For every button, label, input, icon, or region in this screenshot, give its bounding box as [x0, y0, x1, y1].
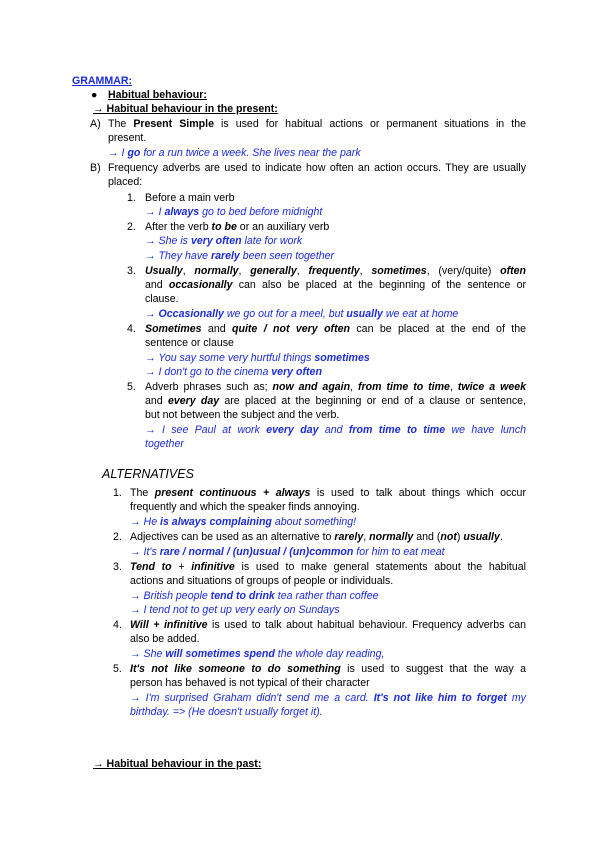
b-item-1-example: → I always go to bed before midnight — [145, 206, 323, 218]
alt-item-2-example: → It's rare / normal / (un)usual / (un)common for him to eat meat — [130, 546, 445, 558]
b-item-1-text: Before a main verb — [145, 192, 235, 204]
alt-item-4-example: → She will sometimes spend the whole day reading, — [130, 648, 385, 660]
alternatives-heading: ALTERNATIVES — [102, 467, 194, 481]
alt-item-1-number: 1. — [113, 487, 122, 499]
b-item-2-example-2: → They have rarely been seen together — [145, 250, 335, 262]
alt-item-5-example-2: birthday. => (He doesn't usually forget it). — [130, 706, 323, 718]
section-a-example: → I go for a run twice a week. She lives near the park — [108, 147, 361, 159]
section-b-line2: placed: — [108, 176, 143, 188]
b-item-2-text: After the verb to be or an auxiliary verb — [145, 221, 330, 233]
b-item-3-number: 3. — [127, 265, 136, 277]
alt-item-4-line2: also be added. — [130, 633, 200, 645]
past-heading: → Habitual behaviour in the past: — [93, 758, 262, 770]
alt-item-3-line1: Tend to + infinitive is used to make general statements about the habitual — [130, 561, 527, 573]
b-item-1-number: 1. — [127, 192, 136, 204]
b-item-3-line1: Usually, normally, generally, frequently, sometimes, (very/quite) often — [145, 265, 527, 277]
habitual-bullet — [91, 88, 97, 102]
section-a-line2: present. — [108, 132, 147, 144]
present-heading: → Habitual behaviour in the present: — [93, 103, 278, 115]
alt-item-5-line1: It's not like someone to do something is used to suggest that the way a — [130, 663, 526, 675]
b-item-5-line1: Adverb phrases such as; now and again, from time to time, twice a week — [145, 381, 527, 393]
b-item-4-line2: sentence or clause — [145, 337, 234, 349]
section-a-marker: A) — [90, 118, 101, 130]
b-item-5-number: 5. — [127, 381, 136, 393]
alt-item-1-example: → He is always complaining about something! — [130, 516, 357, 528]
b-item-4-example-1: → You say some very hurtful things sometimes — [145, 352, 370, 364]
b-item-4-example-2: → I don't go to the cinema very often — [145, 366, 322, 378]
section-a-line1: The Present Simple is used for habitual actions or permanent situations in the — [108, 118, 526, 130]
alt-item-4-number: 4. — [113, 619, 122, 631]
alt-item-3-number: 3. — [113, 561, 122, 573]
alt-item-5-line2: person has behaved is not typical of their character — [130, 677, 370, 689]
alt-item-2-line1: Adjectives can be used as an alternative to rarely, normally and (not) usually. — [130, 531, 503, 543]
alt-item-5-example-1: → I'm surprised Graham didn't send me a card. It's not like him to forget my — [130, 692, 526, 704]
b-item-5-line2: and every day are placed at the beginning or end of a clause or sentence, — [145, 395, 526, 407]
bullet-icon: ● — [91, 89, 98, 101]
alt-item-3-line2: actions and situations of groups of people or individuals. — [130, 575, 394, 587]
grammar-heading: GRAMMAR: — [72, 75, 133, 87]
alt-item-4-line1: Will + infinitive is used to talk about habitual behaviour. Frequency adverbs can — [130, 619, 527, 631]
b-item-3-line2: and occasionally can also be placed at the beginning of the sentence or — [145, 279, 526, 291]
b-item-5-example-2: together — [145, 438, 184, 450]
alt-item-5-number: 5. — [113, 663, 122, 675]
b-item-5-example-1: → I see Paul at work every day and from time to time we have lunch — [145, 424, 527, 436]
b-item-5-line3: but not between the subject and the verb. — [145, 409, 340, 421]
b-item-2-number: 2. — [127, 221, 136, 233]
habitual-heading: Habitual behaviour: — [108, 89, 207, 101]
alt-item-1-line2: frequently and which the speaker finds annoying. — [130, 501, 360, 513]
alt-item-2-number: 2. — [113, 531, 122, 543]
b-item-2-example-1: → She is very often late for work — [145, 235, 303, 247]
section-b-marker: B) — [90, 162, 101, 174]
b-item-4-number: 4. — [127, 323, 136, 335]
section-b-line1: Frequency adverbs are used to indicate how often an action occurs. They are usually — [108, 162, 526, 174]
alt-item-3-example-2: → I tend not to get up very early on Sundays — [130, 604, 340, 616]
b-item-3-example: → Occasionally we go out for a meel, but usually we eat at home — [145, 308, 459, 320]
b-item-4-line1: Sometimes and quite / not very often can be placed at the end of the — [145, 323, 526, 335]
alt-item-1-line1: The present continuous + always is used to talk about things which occur — [130, 487, 526, 499]
b-item-3-line3: clause. — [145, 293, 179, 305]
alt-item-3-example-1: → British people tend to drink tea rather than coffee — [130, 590, 379, 602]
